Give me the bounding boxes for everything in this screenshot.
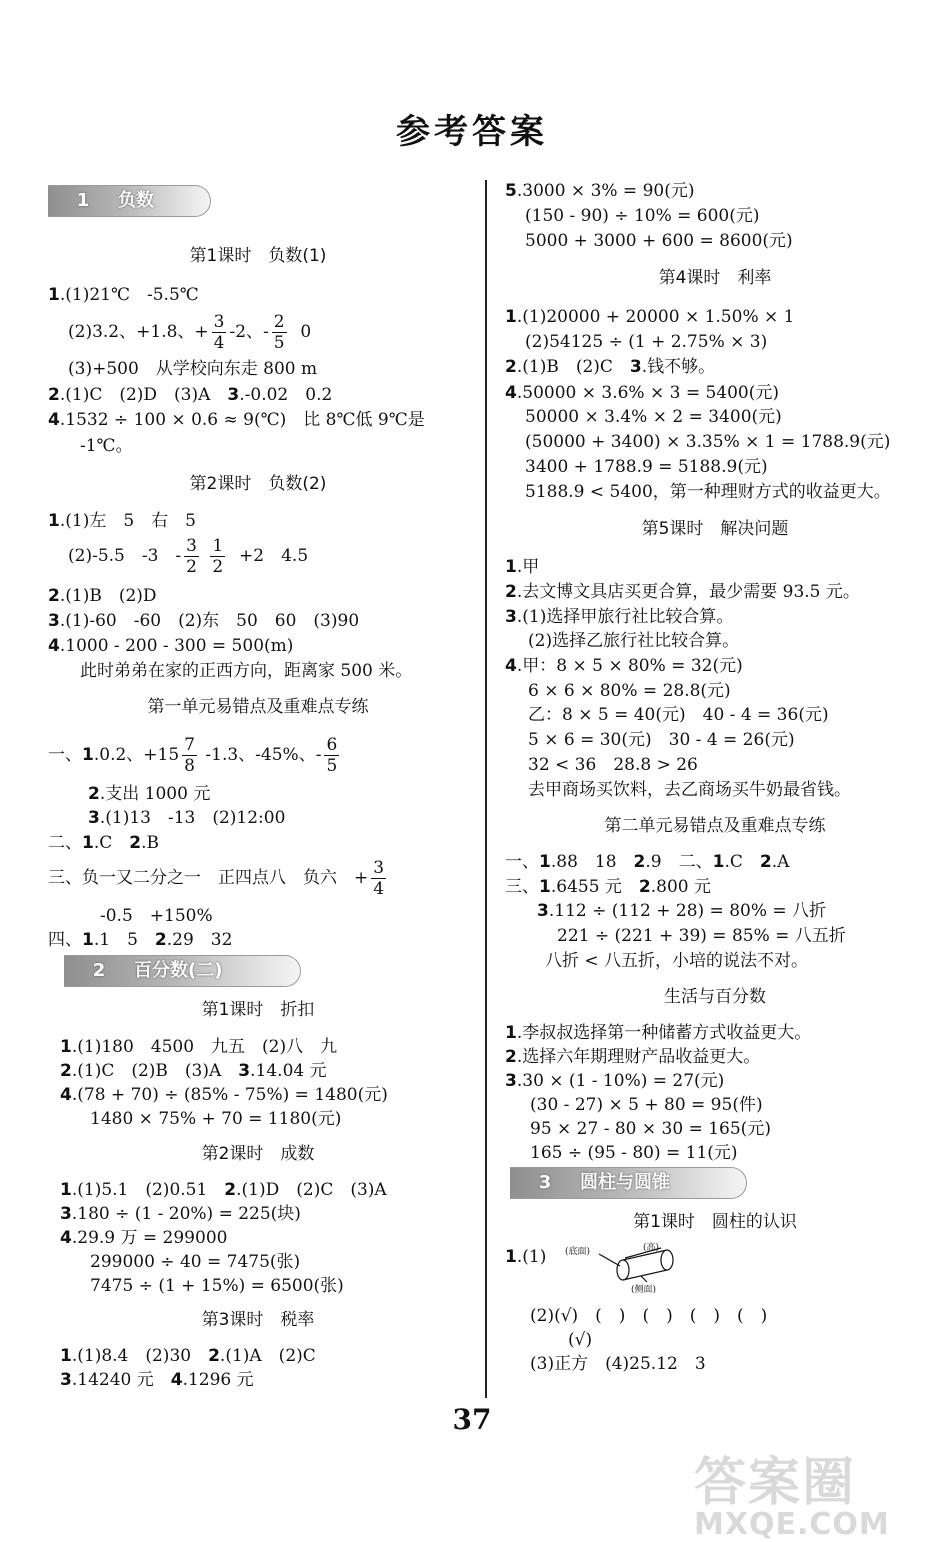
answer-line: 1.(1)20000 + 20000 × 1.50% × 1 [505,307,795,327]
answer-line: 50000 × 3.4% × 2 = 3400(元) [525,407,782,427]
answer-line: 4.甲：8 × 5 × 80% = 32(元) [505,656,743,676]
answer-line: 2.选择六年期理财产品收益更大。 [505,1047,761,1067]
section-heading: 第二单元易错点及重难点专练 [604,816,826,836]
answer-line: 221 ÷ (221 + 39) = 85% = 八五折 [557,926,846,946]
answer-line: (150 - 90) ÷ 10% = 600(元) [525,206,760,226]
answer-line: (2)选择乙旅行社比较合算。 [528,631,740,651]
answer-line: 1.(1)左 5 右 5 [48,511,196,531]
answer-line: 一、1.0.2、+15 $\frac{7}{8}$ -1.3、-45%、- $\frac{6}{5}$ [48,735,338,776]
answer-line: 4.(78 + 70) ÷ (85% - 75%) = 1480(元) [60,1085,388,1105]
label-base: (底面) [565,1247,591,1257]
answer-line: (2)-5.5 -3 - $\frac{3}{2}$ $\frac{1}{2}$ +2 4.5 [68,536,309,577]
section-heading: 生活与百分数 [664,987,766,1007]
answer-line: 3.112 ÷ (112 + 28) = 80% = 八折 [537,901,827,921]
label-height: (高) [643,1243,660,1253]
answer-line: 2.(1)C (2)D (3)A 3.-0.02 0.2 [48,385,333,405]
lesson-heading: 第2课时 负数(2) [189,474,327,494]
answer-line: (30 - 27) × 5 + 80 = 95(件) [530,1095,763,1115]
cylinder-figure [565,1240,685,1296]
lesson-heading: 第2课时 成数 [201,1144,315,1164]
answer-line: 3.30 × (1 - 10%) = 27(元) [505,1071,725,1091]
lesson-heading: 第5课时 解决问题 [641,519,789,539]
fraction: $\frac{3}{2}$ [186,536,197,577]
lesson-heading: 第1课时 负数(1) [189,246,327,266]
unit-name: 百分数(二) [134,960,223,981]
answer-line: 3.(1)-60 -60 (2)东 50 60 (3)90 [48,611,360,631]
answer-line: 2.支出 1000 元 [88,784,211,804]
answer-line: 5 × 6 = 30(元) 30 - 4 = 26(元) [528,730,795,750]
answer-line: 6 × 6 × 80% = 28.8(元) [528,681,731,701]
answer-line: (2)3.2、+1.8、+ $\frac{3}{4}$ -2、- $\frac{2}{5}$ 0 [68,312,312,353]
answer-line: -0.5 +150% [100,906,213,926]
answer-line: 1.李叔叔选择第一种储蓄方式收益更大。 [505,1023,812,1043]
answer-line: 2.(1)B (2)C 3.钱不够。 [505,357,716,377]
answer-line: 165 ÷ (95 - 80) = 11(元) [530,1143,738,1163]
answer-line: (3)+500 从学校向东走 800 m [68,359,318,379]
unit-name: 圆柱与圆锥 [580,1172,670,1193]
answer-line: 2.(1)C (2)B (3)A 3.14.04 元 [60,1061,327,1081]
answer-line: 三、1.6455 元 2.800 元 [505,877,712,897]
answer-line: 1.(1)180 4500 九五 (2)八 九 [60,1037,338,1057]
lesson-heading: 第1课时 折扣 [201,1000,315,1020]
column-divider [485,180,487,1398]
answer-line: 32 < 36 28.8 > 26 [528,755,698,775]
answer-line: (√) [568,1330,593,1350]
unit-2-banner [64,955,301,987]
answer-line: 3.(1)选择甲旅行社比较合算。 [505,607,734,627]
answer-line: 此时弟弟在家的正西方向，距离家 500 米。 [80,661,413,681]
unit-number: 2 [92,960,106,981]
unit-number: 3 [538,1172,552,1193]
answer-line: 5000 + 3000 + 600 = 8600(元) [525,231,793,251]
answer-line: 3400 + 1788.9 = 5188.9(元) [525,457,768,477]
answer-line: 1480 × 75% + 70 = 1180(元) [90,1109,342,1129]
answer-line: (3)正方 (4)25.12 3 [530,1354,706,1374]
unit-3-banner [510,1167,747,1199]
unit-name: 负数 [118,190,154,211]
answer-line: 三、负一又二分之一 正四点八 负六 + $\frac{3}{4}$ [48,858,385,899]
fraction: $\frac{2}{5}$ [273,312,285,353]
page-title: 参考答案 [396,112,548,152]
section-heading: 第一单元易错点及重难点专练 [147,697,369,717]
answer-line: 1.甲 [505,557,540,577]
answer-line: 4.1532 ÷ 100 × 0.6 ≈ 9(℃) 比 8℃低 9℃是 [48,410,425,430]
answer-line: 1.(1)21℃ -5.5℃ [48,285,199,305]
fraction: $\frac{3}{4}$ [373,858,385,899]
answer-line: 二、1.C 2.B [48,833,160,853]
answer-line: 四、1.1 5 2.29 32 [48,930,233,950]
answer-line: (2)54125 ÷ (1 + 2.75% × 3) [525,332,768,352]
answer-line: 5188.9 < 5400，第一种理财方式的收益更大。 [525,482,891,502]
answer-line: 95 × 27 - 80 × 30 = 165(元) [530,1119,771,1139]
answer-line: 八折 < 八五折，小培的说法不对。 [545,951,809,971]
fraction: $\frac{6}{5}$ [326,735,338,776]
answer-line: (2)(√) ( ) ( ) ( ) ( ) [530,1306,768,1326]
answer-line: 去甲商场买饮料，去乙商场买牛奶最省钱。 [528,780,851,800]
answer-line: 299000 ÷ 40 = 7475(张) [90,1252,301,1272]
lesson-heading: 第3课时 税率 [201,1310,315,1330]
answer-line: -1℃。 [80,436,133,456]
fraction: $\frac{1}{2}$ [212,536,224,577]
answer-line: 4.50000 × 3.6% × 3 = 5400(元) [505,383,780,403]
answer-line: 1.(1)5.1 (2)0.51 2.(1)D (2)C (3)A [60,1180,387,1200]
answer-line: 3.180 ÷ (1 - 20%) = 225(块) [60,1204,301,1224]
answer-line: 4.1000 - 200 - 300 = 500(m) [48,636,294,656]
fraction: $\frac{3}{4}$ [213,312,225,353]
answer-line: 乙：8 × 5 = 40(元) 40 - 4 = 36(元) [528,705,829,725]
answer-line: 一、1.88 18 2.9 二、1.C 2.A [505,852,790,872]
answer-line: 5.3000 × 3% = 90(元) [505,181,695,201]
cylinder-shape [599,1248,673,1282]
watermark-logo: 答案圈 MXQE.COM [694,1453,890,1542]
lesson-heading: 第4课时 利率 [658,268,772,288]
answer-line: 3.14240 元 4.1296 元 [60,1370,254,1390]
answer-line: 1.(1)8.4 (2)30 2.(1)A (2)C [60,1346,316,1366]
answer-line: 2.(1)B (2)D [48,586,157,606]
answer-line: 1.(1) [505,1247,547,1267]
page-number: 37 [452,1403,492,1436]
unit-number: 1 [76,190,90,211]
label-side: (侧面) [631,1285,657,1295]
unit-1-banner [48,185,211,217]
answer-line: (50000 + 3400) × 3.35% × 1 = 1788.9(元) [525,432,891,452]
answer-line: 4.29.9 万 = 299000 [60,1228,228,1248]
answer-line: 2.去文博文具店买更合算，最少需要 93.5 元。 [505,582,860,602]
lesson-heading: 第1课时 圆柱的认识 [633,1212,797,1232]
answer-line: 3.(1)13 -13 (2)12:00 [88,808,286,828]
fraction: $\frac{7}{8}$ [184,735,195,776]
answer-line: 7475 ÷ (1 + 15%) = 6500(张) [90,1276,344,1296]
